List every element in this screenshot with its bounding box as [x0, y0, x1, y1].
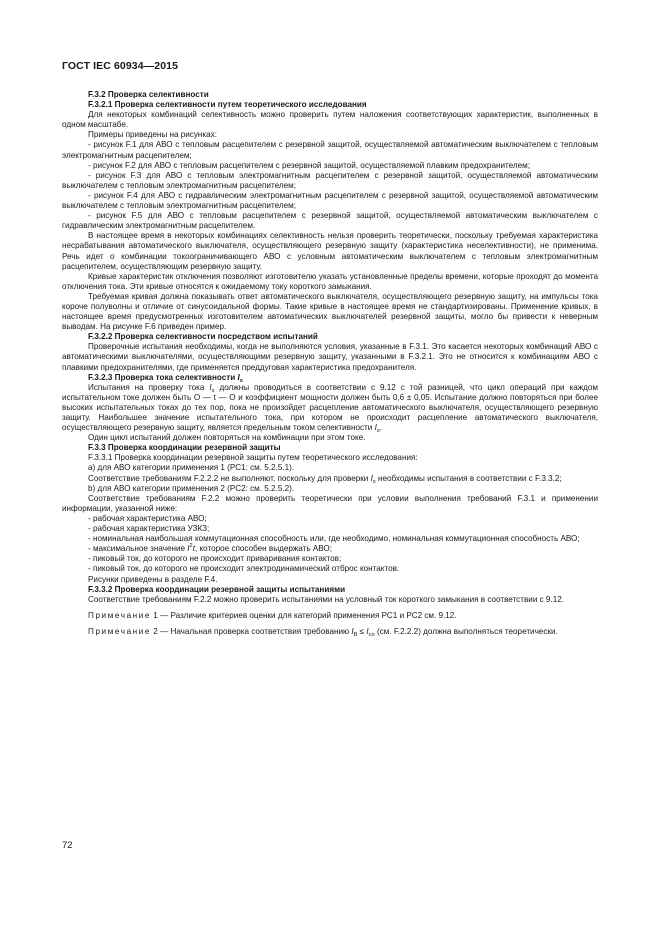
note-2	[62, 627, 598, 637]
section-heading-f33: F.3.3 Проверка координации резервной защиты	[88, 443, 281, 453]
text-run: необходимы испытания в соответствии с F.3.3.2;	[375, 473, 562, 483]
text-run: .	[379, 423, 382, 433]
paragraph	[62, 474, 598, 484]
symbol-subscript: s	[211, 387, 215, 394]
list-item: - рабочая характеристика АВО;	[88, 513, 207, 523]
paragraph: Соответствие требованиям F.2.2 можно проверить теоретически при условии выполнения требований F.3.1 и применении информации, указанной ниже:	[62, 493, 598, 513]
list-item: - рабочая характеристика УЗКЗ;	[88, 524, 210, 534]
note-label: Примечание	[88, 610, 152, 620]
paragraph: b) для АВО категории применения 2 (РС2: см. 5.2.5.2).	[88, 483, 295, 493]
paragraph: Для некоторых комбинаций селективность можно проверить путем наложения соответствующих характеристик, выполненных в одном масштабе.	[62, 110, 598, 130]
paragraph	[62, 383, 598, 433]
paragraph: Один цикл испытаний должен повторяться на комбинации при этом токе.	[88, 433, 366, 443]
document-body	[62, 90, 598, 637]
paragraph: Требуемая кривая должна показывать ответ автоматического выключателя, осуществляющего резервную защиту, на импульсы тока короче полуволны и отличие от синусоидальной формы. Такие кривые в настоящее время не стандартизированы. Применение кривых, в настоящее время предусмотренных изготовителем автоматических выключателей резервной защиты, могло бы привести к неверным выводам. На рисунке F.6 приведен пример.	[62, 291, 598, 332]
paragraph: а) для АВО категории применения 1 (РС1: см. 5.2.5.1).	[88, 463, 295, 473]
paragraph: F.3.3.1 Проверка координации резервной защиты путем теоретического исследования:	[88, 453, 418, 463]
list-item	[62, 544, 598, 554]
symbol-i: I	[187, 544, 190, 554]
text-run: 2 — Начальная проверка соответствия требованию	[151, 626, 352, 636]
list-item: - номинальная наибольшая коммутационная способность или, где необходимо, номинальная коммутационная способность АВО;	[88, 534, 580, 544]
list-item: - рисунок F.5 для АВО с тепловым расцепителем с резервной защитой, осуществляемой автоматическим выключателем с гидравлическим электромагнитным расцепителем.	[62, 211, 598, 231]
section-heading-f332: F.3.3.2 Проверка координации резервной защиты испытаниями	[88, 584, 346, 594]
section-heading-f322: F.3.2.2 Проверка селективности посредством испытаний	[88, 332, 318, 342]
symbol-subscript: cn	[368, 631, 375, 638]
symbol-superscript: 2	[189, 543, 193, 550]
symbol-t: t	[192, 544, 195, 554]
paragraph: Соответствие требованиям F.2.2 можно проверить испытаниями на условный ток короткого замыкания в соответствии с 9.12.	[88, 594, 565, 604]
text-run: (см. F.2.2.2) должна выполняться теоретически.	[374, 626, 558, 636]
symbol-i: I	[351, 626, 354, 636]
list-item: - рисунок F.1 для АВО с тепловым расцепителем с резервной защитой, осуществляемой автоматическим выключателем с тепловым электромагнитным расцепителем;	[62, 140, 598, 160]
note-1	[62, 611, 598, 621]
paragraph: В настоящее время в некоторых комбинациях селективность нельзя проверить теоретически, поскольку требуемая характеристика несрабатывания автоматического выключателя, осуществляющего резервную защиту (характеристика неселективности), не применима. Речь идет о комбинации токоограничивающего АВО с условным автоматическим выключателем с тепловым электромагнитным расцепителем, осуществляющим резервную защиту.	[62, 231, 598, 271]
text-run: Испытания на проверку тока	[88, 382, 210, 392]
list-item: - рисунок F.2 для АВО с тепловым расцепителем с резервной защитой, осуществляемой плавким предохранителем;	[88, 160, 530, 170]
list-item: - рисунок F.3 для АВО с тепловым электромагнитным расцепителем с резервной защитой, осуществляемой автоматическим выключателем с тепловым электромагнитным расцепителем;	[62, 170, 598, 190]
text-run: , которое способен выдержать АВО;	[194, 544, 332, 554]
section-heading-f32: F.3.2 Проверка селективности	[88, 90, 209, 99]
symbol-i: I	[209, 382, 212, 392]
text-run: ≤	[357, 626, 367, 636]
text-run: 1 — Различие критериев оценки для категорий применения РС1 и РС2 см. 9.12.	[151, 610, 457, 620]
symbol-i: I	[366, 626, 369, 636]
section-heading-f321: F.3.2.1 Проверка селективности путем теоретического исследования	[88, 100, 367, 110]
paragraph: Проверочные испытания необходимы, когда не выполняются условия, указанные в F.3.1. Это касается некоторых комбинаций АВО с автоматическими выключателями, осуществляющими резервную защиту, указанными в F.3.2.1. Это не относится к комбинациям АВО с плавкими предохранителями, где применяется преддуговая характеристика предохранителя.	[62, 342, 598, 372]
paragraph: Кривые характеристик отключения позволяют изготовителю указать установленные пределы времени, которые проходят до момента отключения тока. Эти кривые относятся к ожидаемому току короткого замыкания.	[62, 271, 598, 291]
symbol-subscript: s	[372, 478, 376, 485]
list-item: - пиковый ток, до которого не происходит электродинамический отброс контактов.	[88, 564, 400, 574]
note-label: Примечание	[88, 626, 152, 636]
text-run: Соответствие требованиям F.2.2.2 не выполняют, поскольку для проверки	[88, 473, 371, 483]
symbol-subscript: B	[353, 631, 358, 638]
text-run: - максимальное значение	[88, 544, 188, 554]
symbol-i: I	[370, 473, 373, 483]
symbol-subscript: s	[376, 428, 380, 435]
symbol-subscript: s	[239, 377, 243, 384]
document-header: ГОСТ IEC 60934—2015	[62, 60, 179, 72]
symbol-i: I	[237, 372, 240, 382]
heading-text: F.3.2.3 Проверка тока селективности	[88, 372, 236, 382]
symbol-i: I	[374, 423, 377, 433]
list-item: - рисунок F.4 для АВО с гидравлическим электромагнитным расцепителем с резервной защитой, осуществляемой автоматическим выключателем с тепловым электромагнитным расцепителем;	[62, 190, 598, 211]
list-item: - пиковый ток, до которого не происходит приваривания контактов;	[88, 554, 342, 564]
page-number: 72	[62, 840, 73, 851]
section-heading-f323	[62, 373, 598, 383]
text-run: должны проводиться в соответствии с 9.12 с той разницей, что цикл операций при каждом испытательном токе должен быть О — t — О и коэффициент мощности должен быть 0,6 ± 0,05. Испытание должно повторяться при более высоких испытательных токах до тех пор, пока не произойдет расцепление автоматического выключателя, осуществляющего резервную защиту. Наибольшее значение испытательного тока, при котором не происходит расцепление автоматического выключателя, осуществляющего резервную защиту, является предельным током селективности	[62, 382, 599, 433]
paragraph: Примеры приведены на рисунках:	[88, 130, 217, 140]
paragraph: Рисунки приведены в разделе F.4.	[88, 574, 218, 584]
